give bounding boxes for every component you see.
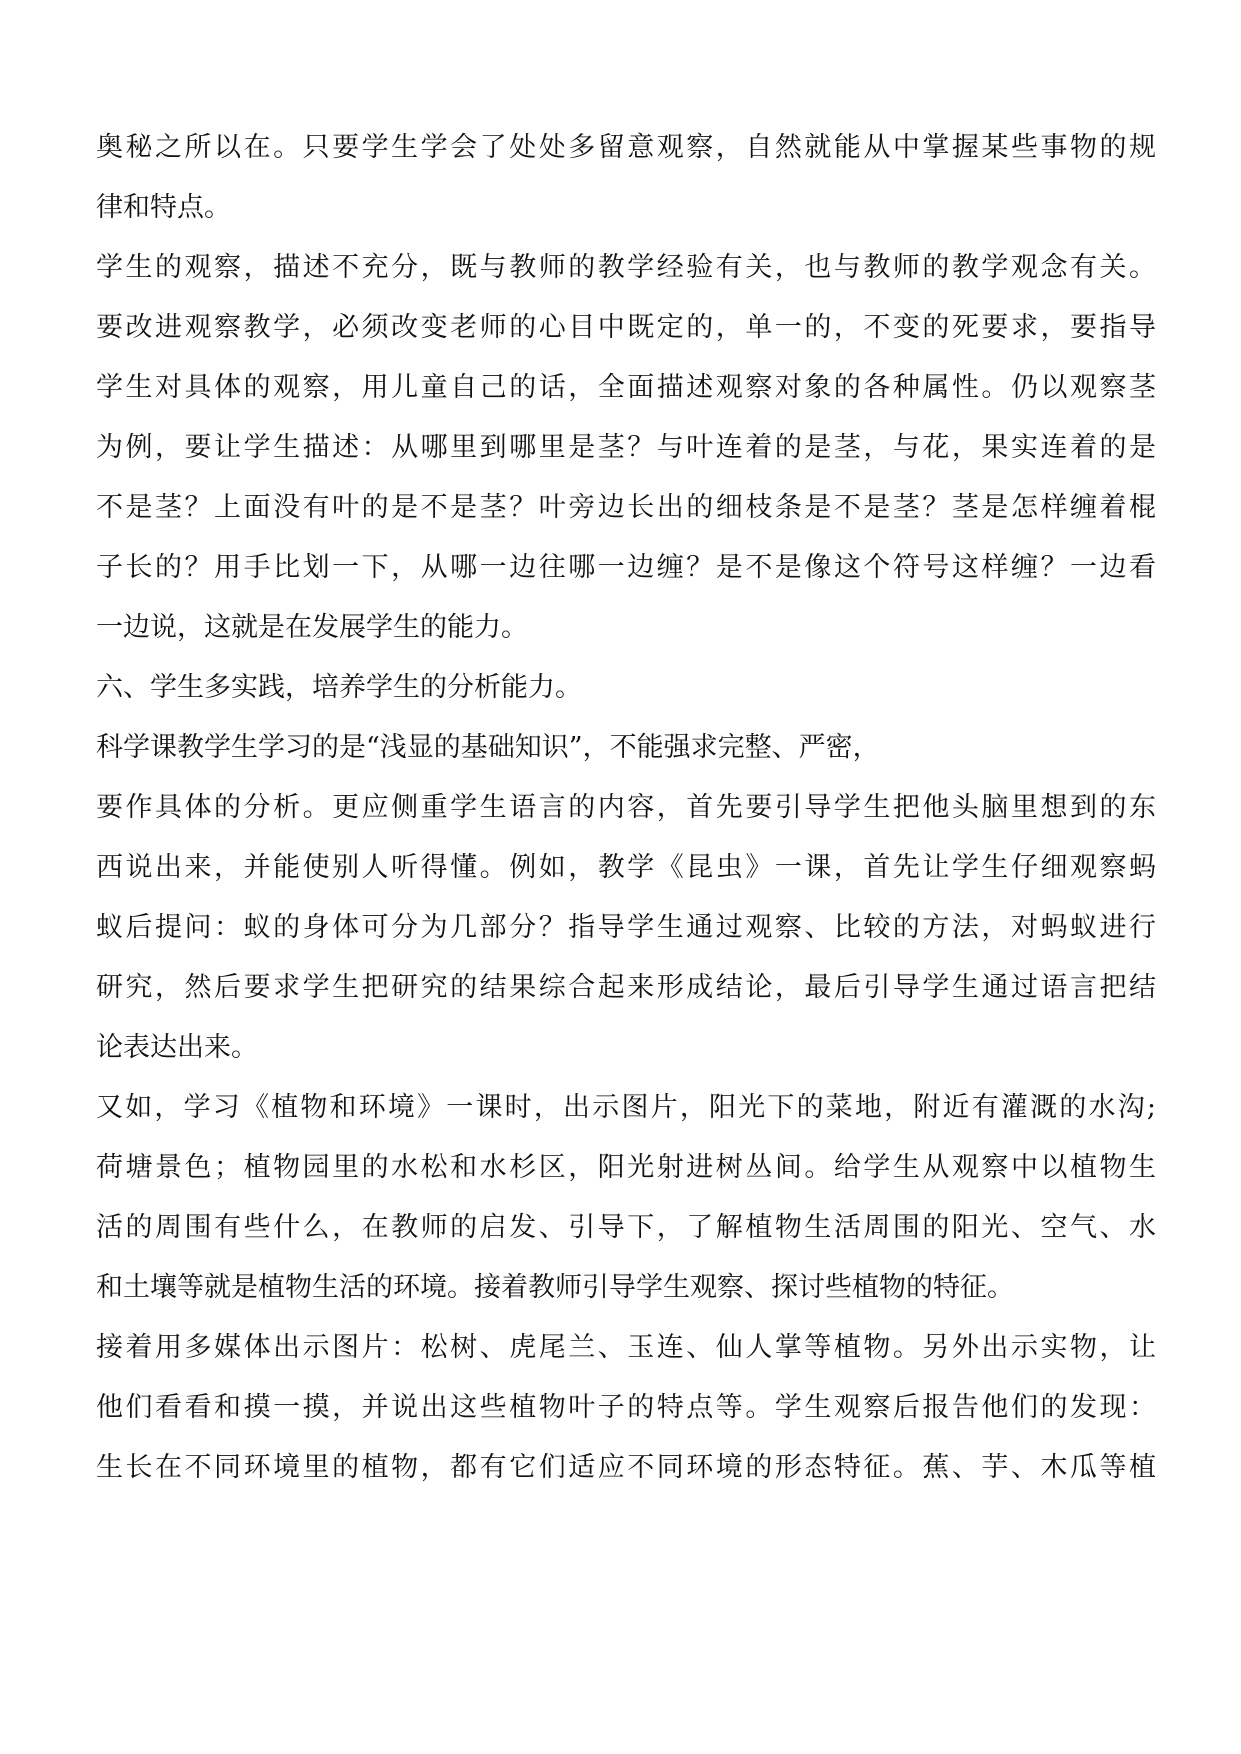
text-line: 学生的观察，描述不充分，既与教师的教学经验有关，也与教师的教学观念有关。 <box>96 252 1156 283</box>
text-line: 学生对具体的观察，用儿童自己的话，全面描述观察对象的各种属性。仍以观察茎 <box>96 372 1156 403</box>
text-line: 接着用多媒体出示图片：松树、虎尾兰、玉连、仙人掌等植物。另外出示实物，让 <box>96 1332 1156 1363</box>
text-line: 他们看看和摸一摸，并说出这些植物叶子的特点等。学生观察后报告他们的发现： <box>96 1392 1156 1423</box>
text-line: 科学课教学生学习的是“浅显的基础知识”，不能强求完整、严密， <box>96 732 880 763</box>
text-line: 和土壤等就是植物生活的环境。接着教师引导学生观察、探讨些植物的特征。 <box>96 1272 1014 1303</box>
text-line: 论表达出来。 <box>96 1032 258 1063</box>
text-line: 不是茎？上面没有叶的是不是茎？叶旁边长出的细枝条是不是茎？茎是怎样缠着棍 <box>96 492 1156 523</box>
text-line: 一边说，这就是在发展学生的能力。 <box>96 612 528 643</box>
text-line: 要改进观察教学，必须改变老师的心目中既定的，单一的，不变的死要求，要指导 <box>96 312 1156 343</box>
text-line: 研究，然后要求学生把研究的结果综合起来形成结论，最后引导学生通过语言把结 <box>96 972 1156 1003</box>
text-line: 律和特点。 <box>96 192 231 223</box>
text-line: 生长在不同环境里的植物，都有它们适应不同环境的形态特征。蕉、芋、木瓜等植 <box>96 1452 1156 1483</box>
text-line: 活的周围有些什么，在教师的启发、引导下，了解植物生活周围的阳光、空气、水 <box>96 1212 1156 1243</box>
text-line: 蚁后提问：蚁的身体可分为几部分？指导学生通过观察、比较的方法，对蚂蚁进行 <box>96 912 1156 943</box>
text-line: 子长的？用手比划一下，从哪一边往哪一边缠？是不是像这个符号这样缠？一边看 <box>96 552 1156 583</box>
text-line: 六、学生多实践，培养学生的分析能力。 <box>96 672 582 703</box>
text-line: 西说出来，并能使别人听得懂。例如，教学《昆虫》一课，首先让学生仔细观察蚂 <box>96 852 1156 883</box>
text-line: 要作具体的分析。更应侧重学生语言的内容，首先要引导学生把他头脑里想到的东 <box>96 792 1156 823</box>
text-line: 又如，学习《植物和环境》一课时，出示图片，阳光下的菜地，附近有灌溉的水沟; <box>96 1092 1156 1123</box>
body-text <box>96 118 1156 1498</box>
text-line: 奥秘之所以在。只要学生学会了处处多留意观察，自然就能从中掌握某些事物的规 <box>96 132 1156 163</box>
text-line: 荷塘景色；植物园里的水松和水杉区，阳光射进树丛间。给学生从观察中以植物生 <box>96 1152 1156 1183</box>
text-line: 为例，要让学生描述：从哪里到哪里是茎？与叶连着的是茎，与花，果实连着的是 <box>96 432 1156 463</box>
